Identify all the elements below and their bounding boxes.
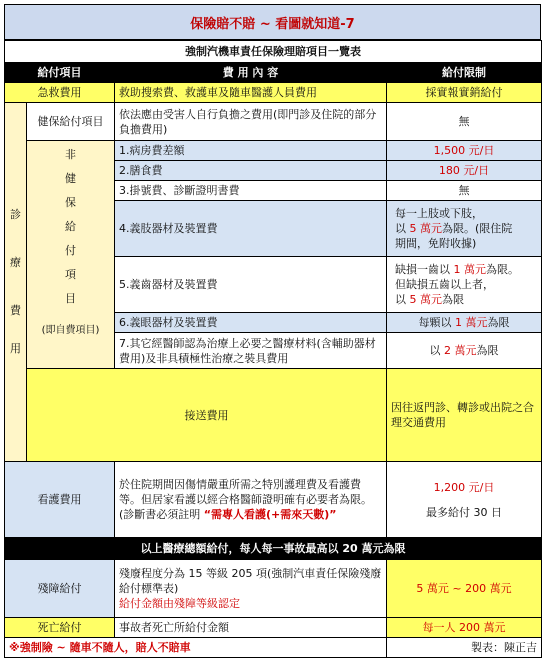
emergency-content: 救助搜索費、救護車及隨車醫護人員費用: [115, 83, 387, 103]
artificial-eye-limit: 每顆以 1 萬元為限: [387, 313, 542, 333]
claim-table: [4, 40, 542, 658]
ward-fee-limit: 1,500 元/日: [387, 141, 542, 161]
nursing-content: 於住院期間因傷情嚴重所需之特別護理費及看護費等。但居家看護以經合格醫師證明確有必要者為限。 (診斷書必須註明 “需專人看護(+需來天數)”: [115, 462, 387, 538]
other-materials-limit: 以 2 萬元為限: [387, 333, 542, 369]
medical-cap-banner: 以上醫療總額給付，每人每一事故最高以 20 萬元為限: [5, 538, 542, 560]
ward-fee-content: 1.病房費差額: [115, 141, 387, 161]
footer-maker: 製表：陳正吉: [387, 638, 542, 658]
insurance-document: [4, 4, 541, 654]
header-content: 費 用 內 容: [115, 63, 387, 83]
disability-limit: 5 萬元 ~ 200 萬元: [387, 560, 542, 618]
self-pay-label: (即自費項目): [41, 325, 100, 336]
nursing-item: 看護費用: [5, 462, 115, 538]
prosthesis-limit: 每一上肢或下肢， 以 5 萬元為限。(限住院 期間，免附收據): [387, 201, 542, 257]
disability-content: 殘廢程度分為 15 等級 205 項(強制汽車責任保險殘廢給付標準表) 給付金額由殘障等級認定: [115, 560, 387, 618]
denture-limit: 缺損一齒以 1 萬元為限。 但缺損五齒以上者， 以 5 萬元為限: [387, 257, 542, 313]
prosthesis-content: 4.義肢器材及裝置費: [115, 201, 387, 257]
meal-fee-limit: 180 元/日: [387, 161, 542, 181]
insured-limit: 無: [387, 103, 542, 141]
death-item: 死亡給付: [5, 618, 115, 638]
page-title: 保險賠不賠 ~ 看圖就知道-7: [4, 4, 541, 40]
footer-slogan: ※強制險 ~ 隨車不隨人，賠人不賠車: [5, 638, 387, 658]
artificial-eye-content: 6.義眼器材及裝置費: [115, 313, 387, 333]
header-limit: 給付限制: [387, 63, 542, 83]
registration-fee-limit: 無: [387, 181, 542, 201]
emergency-item: 急救費用: [5, 83, 115, 103]
table-subtitle: 強制汽機車責任保險理賠項目一覽表: [5, 41, 542, 63]
disability-item: 殘障給付: [5, 560, 115, 618]
clinic-fee-vertical-label: 診 療 費 用: [5, 103, 27, 462]
other-materials-content: 7.其它經醫師認為治療上必要之醫療材料(含輔助器材費用)及非具積極性治療之裝具費用: [115, 333, 387, 369]
insured-item: 健保給付項目: [27, 103, 115, 141]
nursing-limit: 1,200 元/日 最多給付 30 日: [387, 462, 542, 538]
header-item: 給付項目: [5, 63, 115, 83]
insured-content: 依法應由受害人自行負擔之費用(即門診及住院的部分負擔費用): [115, 103, 387, 141]
death-limit: 每一人 200 萬元: [387, 618, 542, 638]
meal-fee-content: 2.膳食費: [115, 161, 387, 181]
non-insured-item: 非 健 保 給 付 項 目 (即自費項目): [27, 141, 115, 369]
death-content: 事故者死亡所給付金額: [115, 618, 387, 638]
registration-fee-content: 3.掛號費、診斷證明書費: [115, 181, 387, 201]
transport-content: 因往返門診、轉診或出院之合理交通費用: [387, 369, 542, 462]
denture-content: 5.義齒器材及裝置費: [115, 257, 387, 313]
emergency-limit: 採實報實銷給付: [387, 83, 542, 103]
transport-item: 接送費用: [27, 369, 387, 462]
